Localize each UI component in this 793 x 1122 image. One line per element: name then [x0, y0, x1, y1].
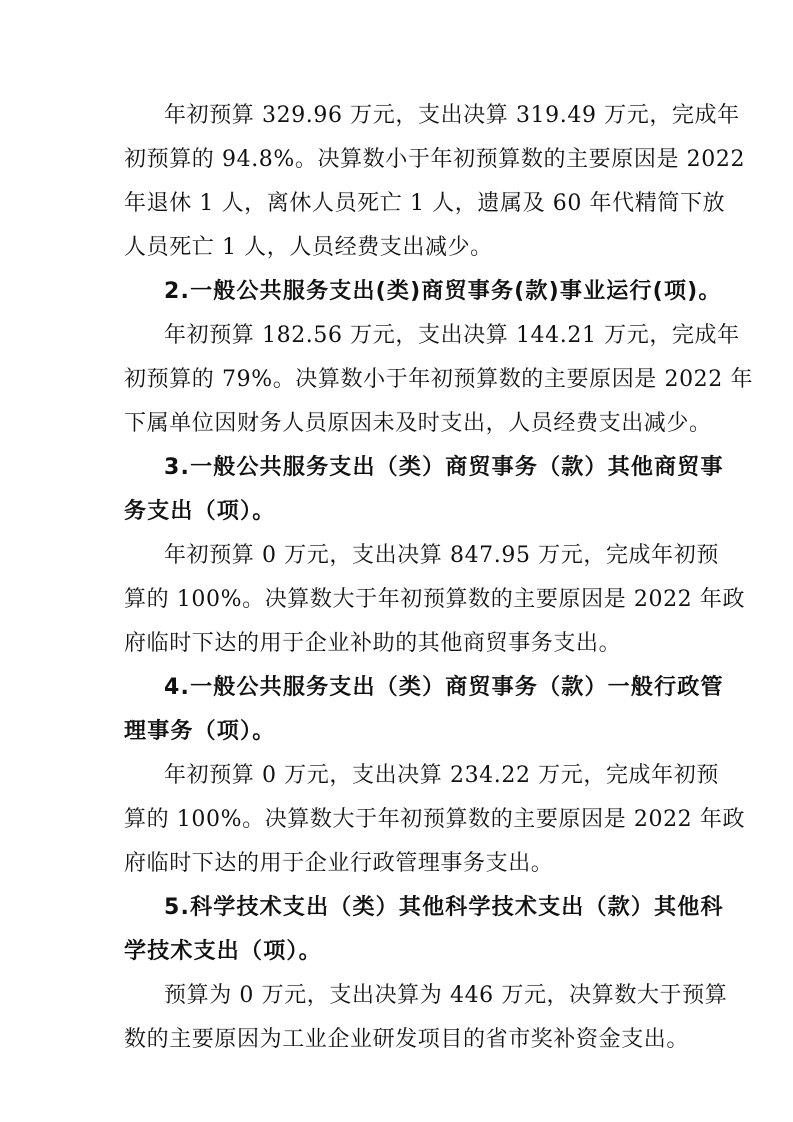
paragraph-line: 府临时下达的用于企业补助的其他商贸事务支出。: [124, 631, 622, 656]
section-heading-cont: 学技术支出（项）。: [124, 939, 322, 964]
paragraph-line: 年初预算 182.56 万元，支出决算 144.21 万元，完成年: [164, 323, 740, 348]
paragraph-line: 人员死亡 1 人，人员经费支出减少。: [124, 235, 493, 260]
section-heading: 5.科学技术支出（类）其他科学技术支出（款）其他科: [164, 895, 724, 920]
paragraph-line: 预算为 0 万元，支出决算为 446 万元，决算数大于预算: [164, 983, 728, 1008]
section-heading: 2.一般公共服务支出(类)商贸事务(款)事业运行(项)。: [164, 279, 722, 304]
paragraph-line: 下属单位因财务人员原因未及时支出，人员经费支出减少。: [124, 411, 712, 436]
paragraph-line: 年初预算 0 万元，支出决算 847.95 万元，完成年初预: [164, 543, 719, 568]
paragraph-line: 数的主要原因为工业企业研发项目的省市奖补资金支出。: [124, 1027, 690, 1052]
section-heading-cont: 务支出（项）。: [124, 499, 276, 524]
paragraph-line: 年退休 1 人，离休人员死亡 1 人，遗属及 60 年代精简下放: [124, 191, 726, 216]
section-heading: 3.一般公共服务支出（类）商贸事务（款）其他商贸事: [164, 455, 724, 480]
paragraph-line: 算的 100%。决算数大于年初预算数的主要原因是 2022 年政: [124, 807, 746, 832]
paragraph-line: 年初预算 329.96 万元，支出决算 319.49 万元，完成年: [164, 103, 740, 128]
paragraph-line: 府临时下达的用于企业行政管理事务支出。: [124, 851, 554, 876]
paragraph-line: 初预算的 94.8%。决算数小于年初预算数的主要原因是 2022: [124, 147, 746, 172]
paragraph-line: 初预算的 79%。决算数小于年初预算数的主要原因是 2022 年: [124, 367, 754, 392]
paragraph-line: 年初预算 0 万元，支出决算 234.22 万元，完成年初预: [164, 763, 719, 788]
section-heading-cont: 理事务（项）。: [124, 719, 276, 744]
section-heading: 4.一般公共服务支出（类）商贸事务（款）一般行政管: [164, 675, 724, 700]
paragraph-line: 算的 100%。决算数大于年初预算数的主要原因是 2022 年政: [124, 587, 746, 612]
